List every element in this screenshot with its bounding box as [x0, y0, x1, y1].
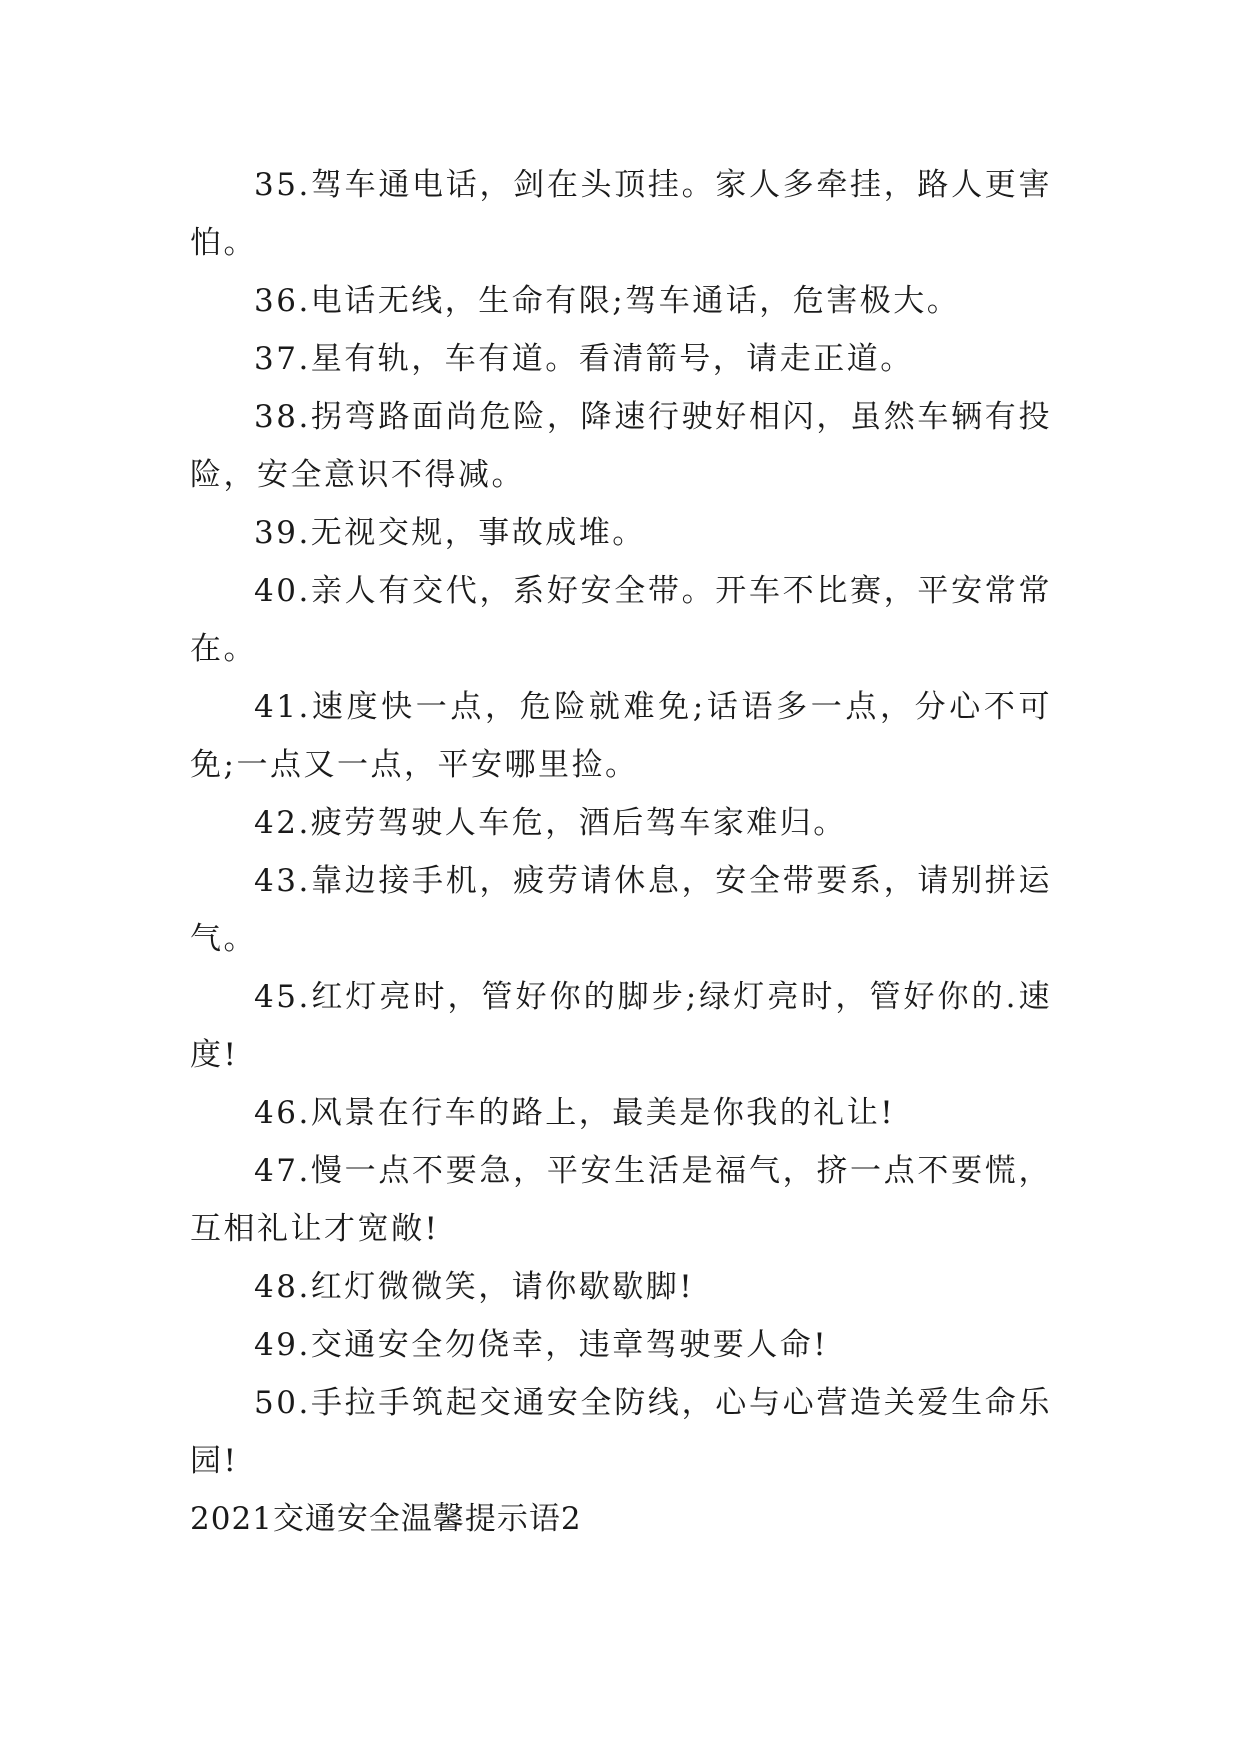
slogan-40: 40.亲人有交代，系好安全带。开车不比赛，平安常常在。	[190, 573, 1052, 667]
slogan-48: 48.红灯微微笑，请你歇歇脚!	[254, 1269, 695, 1305]
slogan-38: 38.拐弯路面尚危险，降速行驶好相闪，虽然车辆有投险，安全意识不得减。	[190, 399, 1052, 493]
slogan-36: 36.电话无线，生命有限;驾车通话，危害极大。	[254, 283, 961, 319]
slogan-49: 49.交通安全勿侥幸，违章驾驶要人命!	[254, 1327, 829, 1363]
slogan-46: 46.风景在行车的路上，最美是你我的礼让!	[254, 1095, 896, 1131]
slogan-47: 47.慢一点不要急，平安生活是福气，挤一点不要慌，互相礼让才宽敞!	[190, 1153, 1052, 1247]
slogan-41: 41.速度快一点，危险就难免;话语多一点，分心不可免;一点又一点，平安哪里捡。	[190, 689, 1052, 783]
slogan-39: 39.无视交规，事故成堆。	[254, 515, 646, 551]
slogan-37: 37.星有轨，车有道。看清箭号，请走正道。	[254, 341, 914, 377]
slogan-43: 43.靠边接手机，疲劳请休息，安全带要系，请别拼运气。	[190, 863, 1052, 957]
section-heading: 2021交通安全温馨提示语2	[190, 1501, 582, 1537]
slogan-45: 45.红灯亮时，管好你的脚步;绿灯亮时，管好你的.速度!	[190, 979, 1052, 1073]
slogan-35: 35.驾车通电话，剑在头顶挂。家人多牵挂，路人更害怕。	[190, 167, 1052, 261]
slogan-50: 50.手拉手筑起交通安全防线，心与心营造关爱生命乐园!	[190, 1385, 1052, 1479]
document-body	[190, 156, 1052, 1548]
slogan-42: 42.疲劳驾驶人车危，酒后驾车家难归。	[254, 805, 847, 841]
